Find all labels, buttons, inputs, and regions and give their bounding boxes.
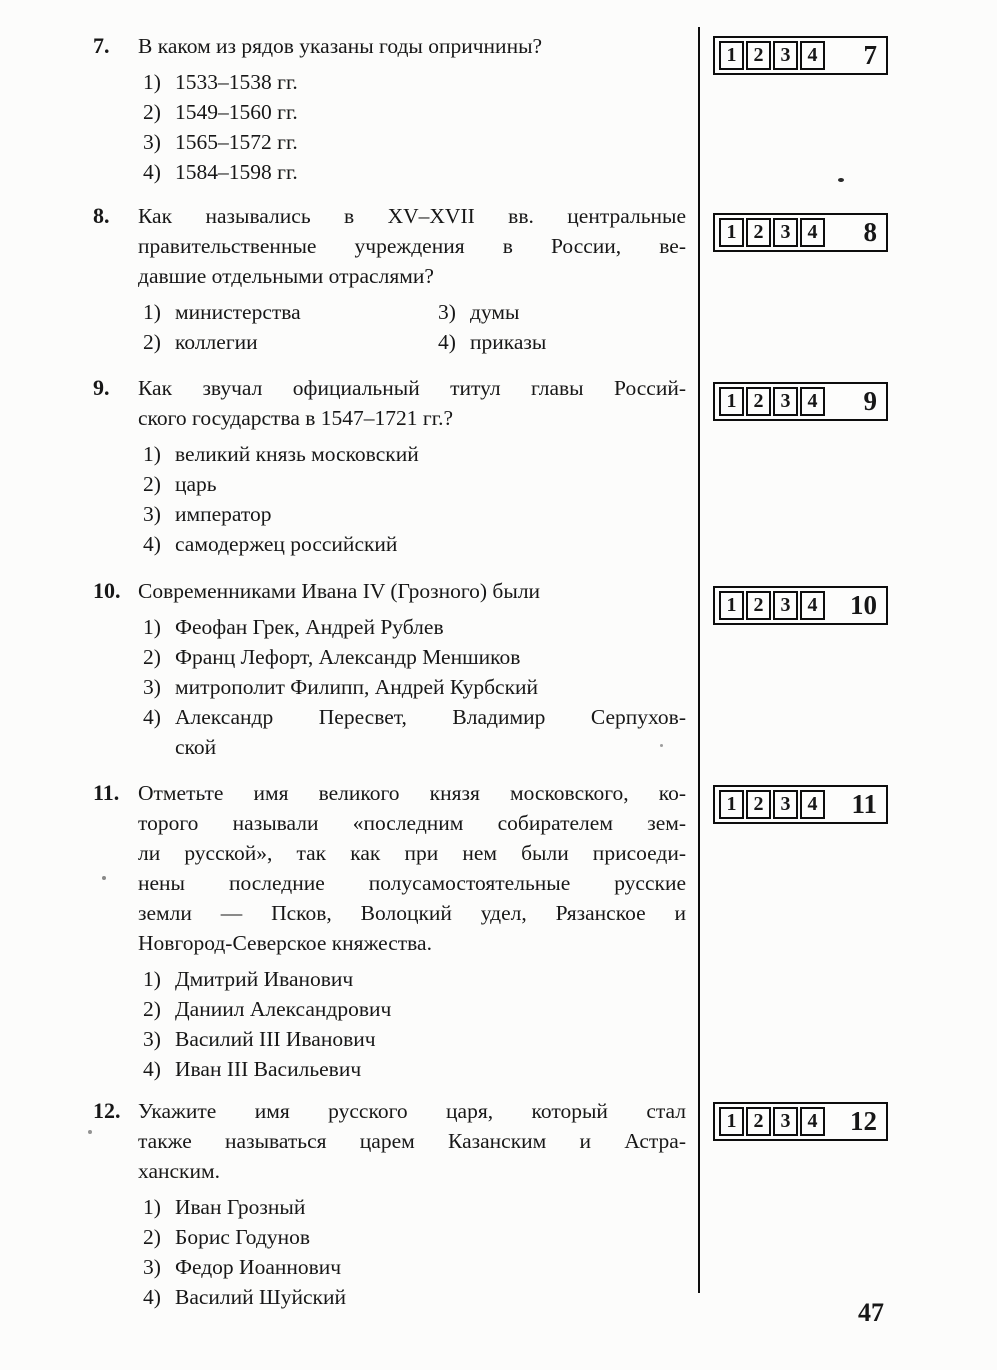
option-3: 3) Василий III Иванович <box>143 1027 376 1051</box>
answer-box-q11 <box>713 785 888 824</box>
answer-box-number: 8 <box>863 217 877 247</box>
option-2-marker: 2) <box>143 330 161 354</box>
option-3: 3) митрополит Филипп, Андрей Курбский <box>143 675 539 699</box>
options-list <box>143 612 686 762</box>
answer-box-number: 12 <box>850 1106 877 1136</box>
option-4-marker: 4) <box>438 330 456 354</box>
answer-cell-1: 1 <box>719 790 744 819</box>
question-number: 12. <box>93 1098 121 1123</box>
scan-speck <box>838 178 844 182</box>
option-4: 4) Иван III Васильевич <box>143 1057 362 1081</box>
option-1: 1) 1533–1538 гг. <box>143 70 298 94</box>
options-list <box>143 1192 686 1312</box>
answer-cell-4: 4 <box>800 790 825 819</box>
question-text: Укажите имя русского царя, который стал также называться царем Казанским и Астра- ханским. <box>138 1099 686 1183</box>
answer-cell-2: 2 <box>746 218 771 247</box>
question-8 <box>93 201 689 357</box>
answer-cell-3: 3 <box>773 790 798 819</box>
answer-cell-1: 1 <box>719 591 744 620</box>
scan-speck <box>102 876 106 880</box>
question-text: Как назывались в XV–XVII вв. центральные правительственные учреждения в России, ве- давшие отдельными отраслями? <box>138 204 686 288</box>
option-2: 2) 1549–1560 гг. <box>143 100 298 124</box>
answer-cell-1: 1 <box>719 218 744 247</box>
option-3-marker: 3) <box>438 300 456 324</box>
option-1: 1) Дмитрий Иванович <box>143 967 354 991</box>
answer-cell-4: 4 <box>800 591 825 620</box>
answer-box-q7 <box>713 36 888 75</box>
option-2-text: коллегии <box>175 330 258 354</box>
question-12 <box>93 1096 689 1312</box>
vertical-divider <box>698 27 700 1293</box>
question-number: 7. <box>93 33 110 58</box>
option-2: 2) Борис Годунов <box>143 1225 311 1249</box>
answer-cell-2: 2 <box>746 41 771 70</box>
question-text: В каком из рядов указаны годы опричнины? <box>138 34 543 58</box>
answer-cell-4: 4 <box>800 41 825 70</box>
answer-box-q10 <box>713 586 888 625</box>
question-text: Отметьте имя великого князя московского, ко- торого называли «последним собирателем зем- ли русской», так как при нем были присоеди- нены последние полусамостоятельные русские земли — Псков, Волоцкий удел, Рязанское и Новгород-Северское княжества. <box>138 781 686 955</box>
answer-cell-3: 3 <box>773 387 798 416</box>
answer-cell-4: 4 <box>800 218 825 247</box>
answer-cell-3: 3 <box>773 218 798 247</box>
answer-cell-2: 2 <box>746 591 771 620</box>
question-11 <box>93 778 689 1084</box>
option-4-text: приказы <box>470 330 547 354</box>
option-4: 4) самодержец российский <box>143 532 398 556</box>
option-2: 2) Франц Лефорт, Александр Меншиков <box>143 645 521 669</box>
answer-cell-4: 4 <box>800 1107 825 1136</box>
answer-cell-1: 1 <box>719 1107 744 1136</box>
question-7 <box>93 31 689 187</box>
option-1-marker: 1) <box>143 300 161 324</box>
answer-cell-3: 3 <box>773 591 798 620</box>
options-list <box>143 67 686 187</box>
question-number: 11. <box>93 780 120 805</box>
option-1: 1) Иван Грозный <box>143 1195 306 1219</box>
answer-box-q12 <box>713 1102 888 1141</box>
answer-cell-2: 2 <box>746 790 771 819</box>
option-3: 3) Федор Иоаннович <box>143 1255 342 1279</box>
option-1-text: министерства <box>175 300 301 324</box>
options-list <box>143 964 686 1084</box>
scan-speck <box>660 744 663 747</box>
answer-cell-2: 2 <box>746 387 771 416</box>
question-9 <box>93 373 689 559</box>
option-3: 3) 1565–1572 гг. <box>143 130 298 154</box>
page-number: 47 <box>858 1298 884 1327</box>
answer-box-q8 <box>713 213 888 252</box>
answer-box-number: 9 <box>863 386 877 416</box>
option-1: 1) Феофан Грек, Андрей Рублев <box>143 615 444 639</box>
option-4: 4) 1584–1598 гг. <box>143 160 298 184</box>
answer-box-number: 11 <box>851 789 877 819</box>
options-grid <box>143 297 686 357</box>
question-number: 10. <box>93 578 121 603</box>
options-list <box>143 439 686 559</box>
option-1: 1) великий князь московский <box>143 442 419 466</box>
option-4: 4) Василий Шуйский <box>143 1285 346 1309</box>
answer-cell-3: 3 <box>773 41 798 70</box>
answer-box-number: 7 <box>863 40 877 70</box>
answer-cell-2: 2 <box>746 1107 771 1136</box>
question-text: Современниками Ивана IV (Грозного) были <box>138 579 541 603</box>
option-4: 4) Александр Пересвет, Владимир Серпухов- ской <box>143 705 686 759</box>
answer-cell-1: 1 <box>719 387 744 416</box>
answer-box-number: 10 <box>850 590 877 620</box>
option-3-text: думы <box>470 300 520 324</box>
question-number: 9. <box>93 375 110 400</box>
question-text: Как звучал официальный титул главы Россий- ского государства в 1547–1721 гг.? <box>138 376 686 430</box>
answer-cell-4: 4 <box>800 387 825 416</box>
answer-box-q9 <box>713 382 888 421</box>
scan-speck <box>88 1130 92 1134</box>
question-10 <box>93 576 689 762</box>
option-2: 2) Даниил Александрович <box>143 997 392 1021</box>
answer-cell-3: 3 <box>773 1107 798 1136</box>
answer-cell-1: 1 <box>719 41 744 70</box>
option-2: 2) царь <box>143 472 217 496</box>
option-3: 3) император <box>143 502 272 526</box>
question-number: 8. <box>93 203 110 228</box>
